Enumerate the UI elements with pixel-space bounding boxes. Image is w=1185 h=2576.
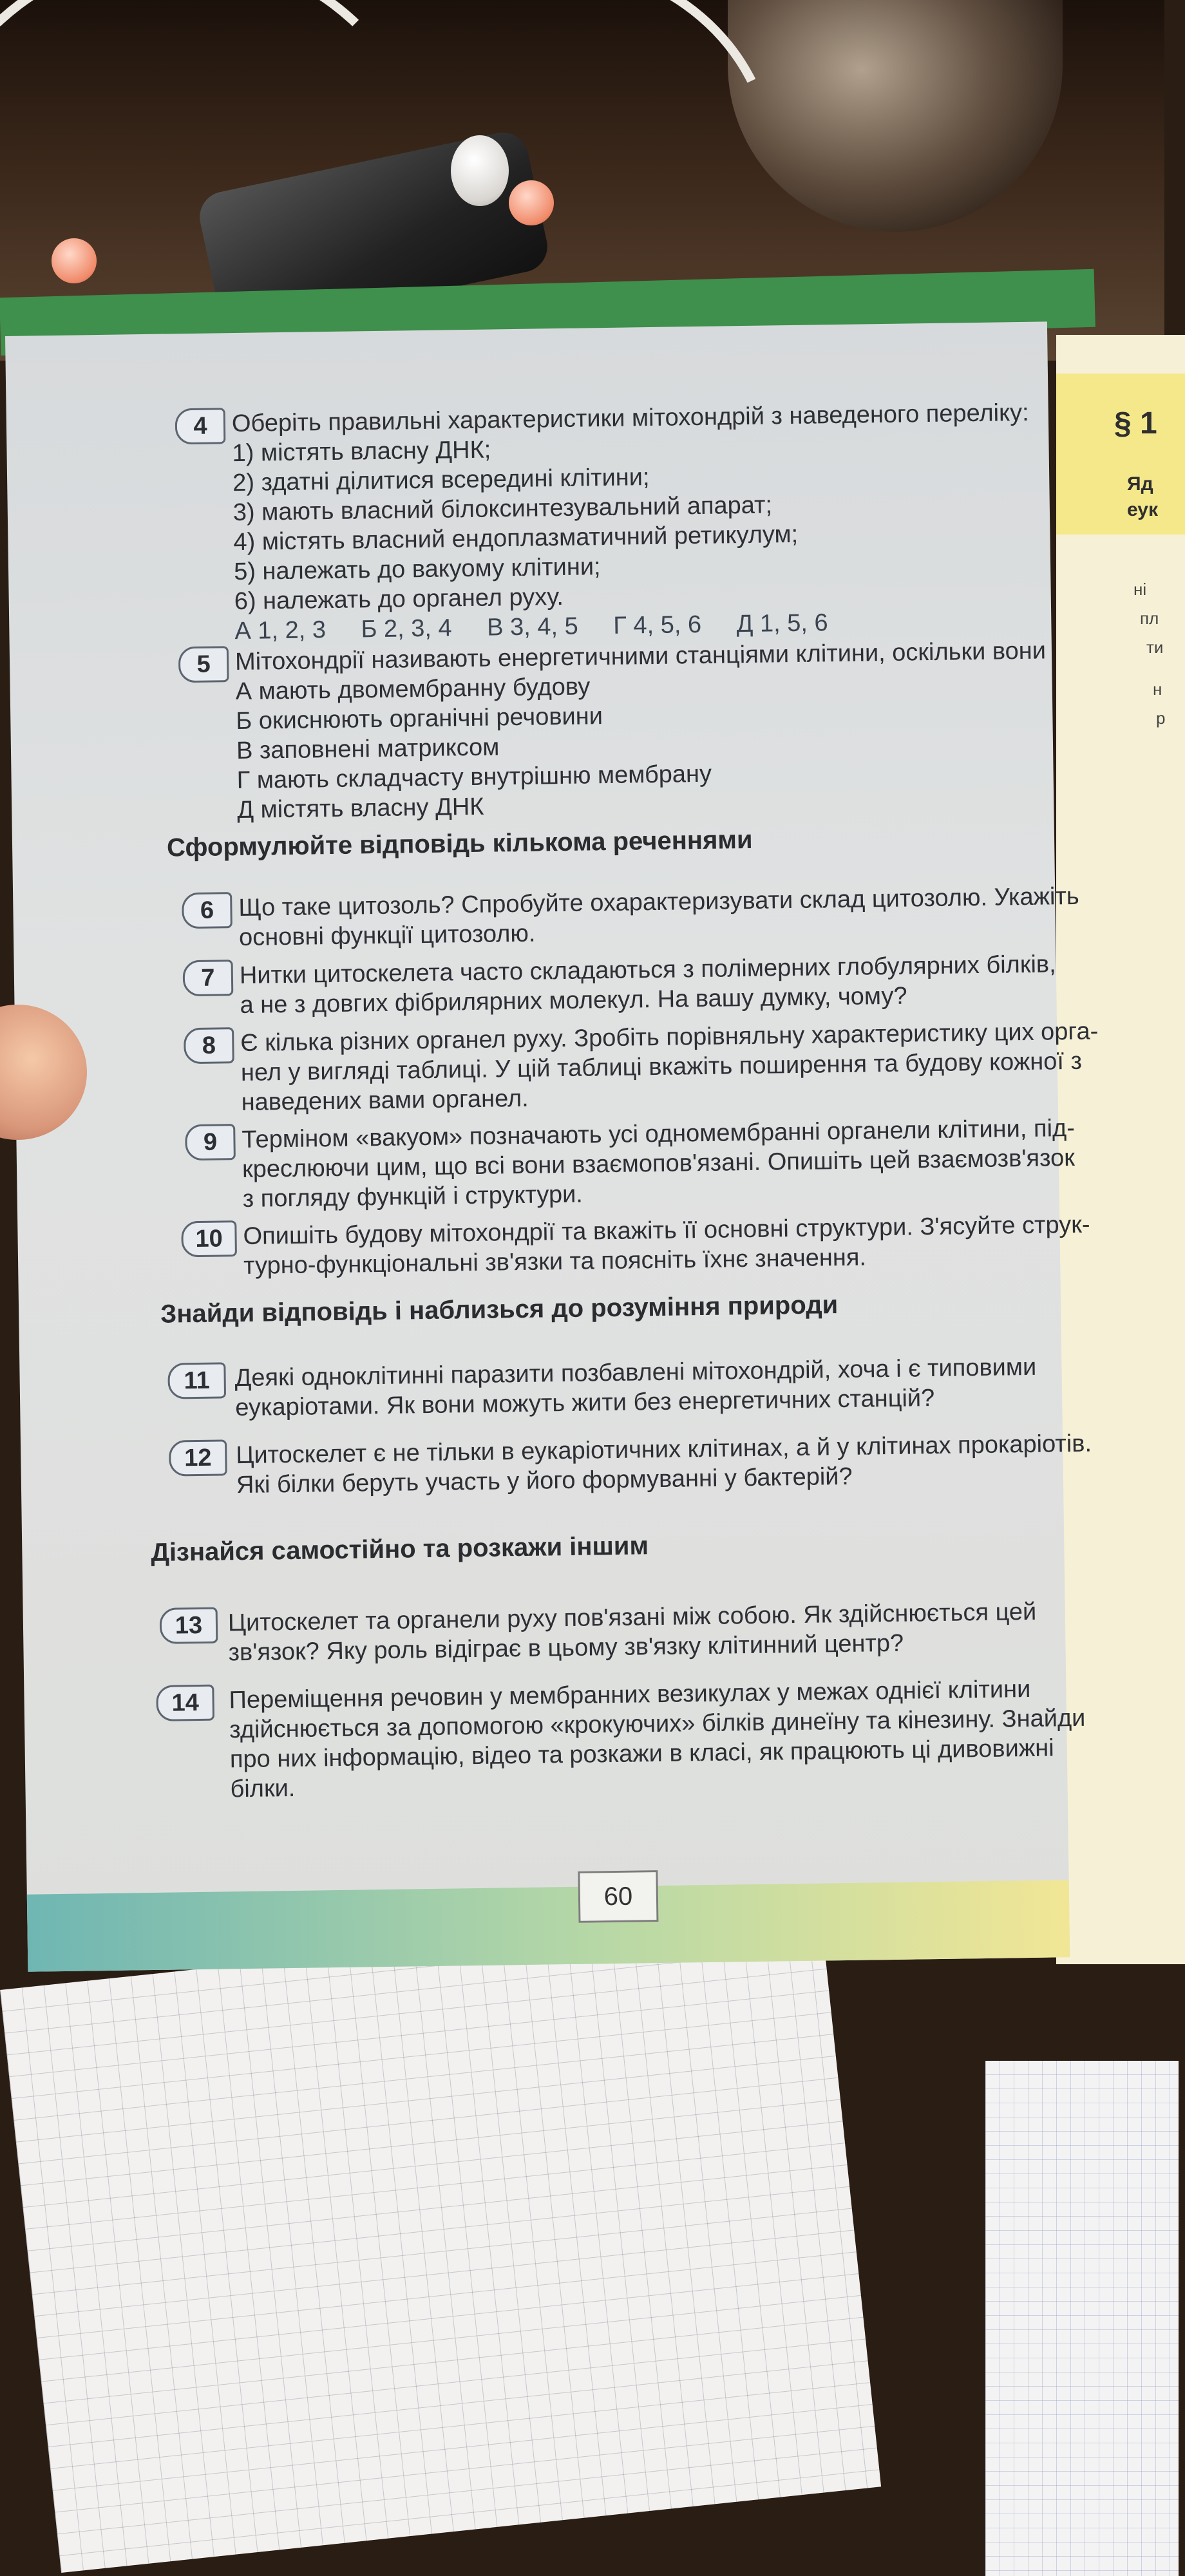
question-prompt: Мітохондрії називають енергетичними станціями клітини, оскільки вони bbox=[234, 637, 1047, 676]
neighbor-fragment: р bbox=[1156, 708, 1166, 728]
question-number: 14 bbox=[156, 1685, 214, 1721]
earbud-white bbox=[451, 135, 509, 206]
question-line: нел у вигляді таблиці. У цій таблиці вкажіть поширення та будову кожної з bbox=[240, 1047, 1083, 1086]
question-line: з погляду функцій і структури. bbox=[242, 1180, 583, 1213]
question-line: Нитки цитоскелета часто складаються з полімерних глобулярних білків, bbox=[239, 951, 1056, 990]
section-heading: Знайди відповідь і наблизься до розуміння природи bbox=[160, 1291, 839, 1329]
list-item: 2) здатні ділитися всередині клітини; bbox=[232, 464, 650, 497]
question-prompt: Оберіть правильні характеристики мітохондрій з наведеного переліку: bbox=[231, 399, 1029, 438]
question-number: 13 bbox=[160, 1607, 218, 1644]
answer-option: Б 2, 3, 4 bbox=[361, 614, 452, 643]
question-9 bbox=[16, 1114, 1076, 1213]
list-item: А мають двомембранну будову bbox=[235, 673, 591, 706]
neighbor-fragment: н bbox=[1153, 679, 1162, 699]
question-number: 7 bbox=[183, 960, 234, 996]
section-heading: Сформулюйте відповідь кількома реченнями bbox=[166, 825, 753, 862]
question-13 bbox=[23, 1597, 1037, 1667]
neighbor-yellow-band bbox=[1056, 374, 1185, 535]
question-line: Цитоскелет є не тільки в еукаріотичних клітинах, а й у клітинах прокаріотів. bbox=[236, 1430, 1092, 1470]
question-6 bbox=[13, 882, 1079, 952]
question-14 bbox=[24, 1674, 1086, 1803]
question-number: 4 bbox=[175, 408, 226, 444]
question-number: 12 bbox=[169, 1439, 227, 1476]
question-12 bbox=[21, 1430, 1092, 1499]
list-item: 1) містять власну ДНК; bbox=[232, 436, 491, 468]
question-4 bbox=[6, 398, 1029, 645]
list-item: 6) належать до органел руху. bbox=[234, 583, 564, 616]
question-number: 9 bbox=[185, 1124, 236, 1160]
question-number: 8 bbox=[184, 1027, 234, 1064]
question-line: еукаріотами. Як вони можуть жити без енергетичних станцій? bbox=[234, 1385, 935, 1422]
page-footer-band bbox=[27, 1880, 1070, 1972]
question-11 bbox=[19, 1352, 1037, 1422]
question-line: турно-функціональні зв'язки та поясніть їхнє значення. bbox=[243, 1244, 867, 1280]
section-heading: Дізнайся самостійно та розкажи іншим bbox=[151, 1531, 649, 1567]
list-item: 3) мають власний білоксинтезувальний апарат; bbox=[232, 491, 773, 527]
list-item: Г мають складчасту внутрішню мембрану bbox=[236, 760, 712, 795]
list-item: 4) містять власний ендоплазматичний ретикулум; bbox=[233, 520, 799, 556]
neighbor-fragment: еук bbox=[1127, 499, 1158, 520]
neighbor-fragment: ні bbox=[1133, 580, 1147, 599]
grid-notebook bbox=[0, 1904, 881, 2573]
question-line: Деякі одноклітинні паразити позбавлені мітохондрій, хоча і є типовими bbox=[234, 1353, 1037, 1392]
question-line: зв'язок? Яку роль відіграє в цьому зв'язку клітинний центр? bbox=[228, 1629, 904, 1667]
question-line: наведених вами органел. bbox=[241, 1084, 529, 1116]
neighbor-fragment: § 1 bbox=[1114, 406, 1157, 440]
question-line: Цитоскелет та органели руху пов'язані між собою. Як здійснюється цей bbox=[227, 1598, 1037, 1637]
list-item: 5) належать до вакуому клітини; bbox=[233, 553, 601, 586]
neighbor-fragment: ти bbox=[1146, 638, 1164, 657]
list-item: Б окиснюють органічні речовини bbox=[236, 703, 603, 735]
neighbor-fragment: пл bbox=[1140, 609, 1159, 628]
question-number: 6 bbox=[182, 892, 232, 929]
question-number: 5 bbox=[178, 646, 229, 683]
answer-option: В 3, 4, 5 bbox=[486, 612, 579, 641]
answer-option: А 1, 2, 3 bbox=[234, 616, 327, 645]
grid-notebook-right bbox=[985, 2061, 1179, 2576]
question-line: а не з довгих фібрилярних молекул. На вашу думку, чому? bbox=[240, 982, 907, 1019]
list-item: В заповнені матриксом bbox=[236, 734, 500, 765]
question-line: основні функції цитозолю. bbox=[238, 920, 536, 952]
question-line: здійснюється за допомогою «крокуючих» білків динеїну та кінезину. Знайди bbox=[229, 1704, 1086, 1744]
question-line: Які білки беруть участь у його формуванні у бактерій? bbox=[236, 1463, 853, 1499]
question-number: 10 bbox=[181, 1220, 237, 1257]
answer-option: Д 1, 5, 6 bbox=[736, 609, 828, 638]
list-item: Д містять власну ДНК bbox=[237, 793, 484, 824]
question-10 bbox=[17, 1211, 1090, 1280]
question-number: 11 bbox=[167, 1362, 226, 1399]
question-7 bbox=[14, 950, 1056, 1019]
answer-option: Г 4, 5, 6 bbox=[613, 611, 702, 639]
earbud-tip-red bbox=[509, 180, 554, 225]
question-line: Що таке цитозоль? Спробуйте охарактеризувати склад цитозолю. Укажіть bbox=[238, 882, 1079, 922]
question-line: Переміщення речовин у мембранних везикулах у межах однієї клітини bbox=[229, 1675, 1031, 1714]
question-line: креслюючи цим, що всі вони взаємопов'язані. Опишіть цей взаємозв'язок bbox=[242, 1144, 1076, 1183]
question-line: Терміном «вакуом» позначають усі одномембранні органели клітини, під- bbox=[242, 1114, 1076, 1153]
question-line: про них інформацію, відео та розкажи в класі, як працюють ці дивовижні bbox=[229, 1734, 1054, 1774]
earbud-tip-red-2 bbox=[52, 238, 97, 283]
question-line: Опишіть будову мітохондрії та вкажіть її основні структури. З'ясуйте струк- bbox=[243, 1211, 1090, 1250]
textbook-page bbox=[5, 321, 1099, 1971]
question-8 bbox=[15, 1018, 1099, 1116]
page-number: 60 bbox=[578, 1870, 658, 1923]
question-line: Є кілька різних органел руху. Зробіть порівняльну характеристику цих орга- bbox=[240, 1018, 1099, 1057]
neighbor-fragment: Яд bbox=[1127, 473, 1153, 495]
question-line: білки. bbox=[230, 1774, 296, 1803]
